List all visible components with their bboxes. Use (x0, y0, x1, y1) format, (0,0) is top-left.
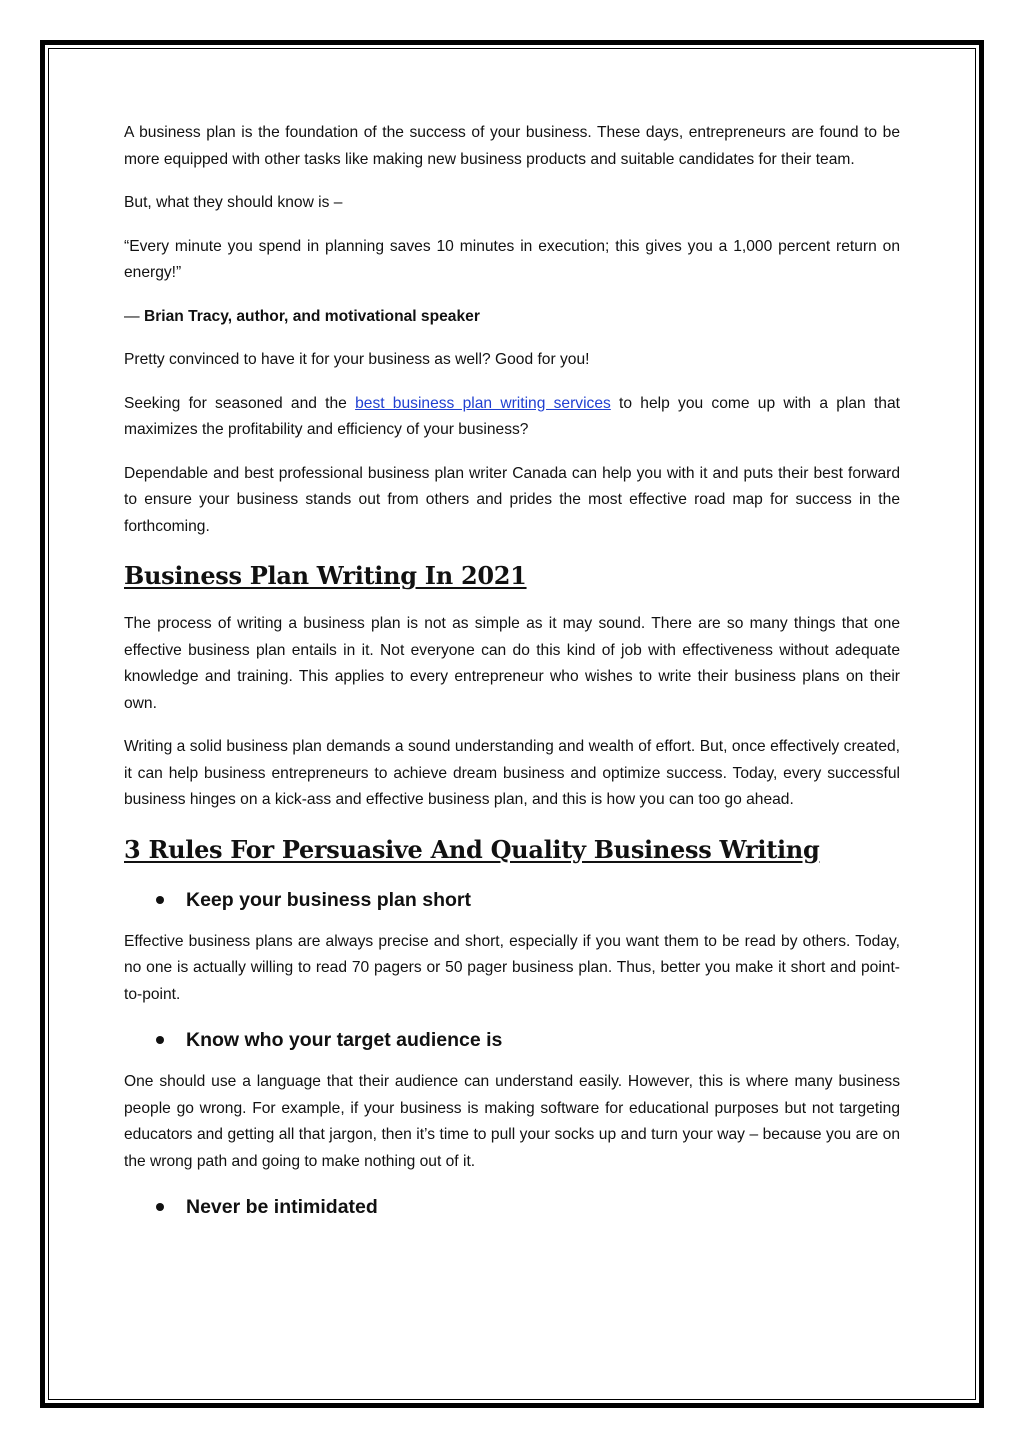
intro-paragraph: A business plan is the foundation of the success of your business. These days, entrepreneurs are found to be more equipped with other tasks like making new business products and suitable candidates for their team. (124, 124, 900, 168)
document-body (124, 120, 900, 1236)
section-heading-business-plan-2021: Business Plan Writing In 2021 (124, 561, 527, 590)
bullet-icon (156, 896, 164, 904)
seeking-text-before: Seeking for seasoned and the (124, 394, 356, 412)
convinced-paragraph: Pretty convinced to have it for your business as well? Good for you! (124, 351, 590, 368)
attribution-name: Brian Tracy, author, and motivational speaker (143, 307, 480, 325)
seeking-text-after: to help you come up with a plan that maximizes the profitability and efficiency of your business? (124, 394, 900, 438)
rule-title: Know who your target audience is (186, 1029, 503, 1051)
process-paragraph: The process of writing a business plan is not as simple as it may sound. There are so many things that one effective business plan entails in it. Not everyone can do this kind of job with effectiveness without adequate knowledge and training. This applies to every entrepreneur who wishes to write their business plans on their own. (124, 615, 900, 712)
seeking-paragraph (124, 391, 900, 444)
bullet-icon (156, 1036, 164, 1044)
rule-heading-keep-short (124, 885, 900, 915)
quote-paragraph: “Every minute you spend in planning saves 10 minutes in execution; this gives you a 1,000 percent return on energy!” (124, 237, 900, 281)
rule-title: Never be intimidated (186, 1196, 378, 1218)
section-heading-three-rules: 3 Rules For Persuasive And Quality Business Writing (124, 834, 820, 864)
bullet-icon (156, 1203, 164, 1211)
rule-heading-never-intimidated (124, 1192, 900, 1222)
attribution-dash: — (124, 307, 144, 325)
rule-body-target-audience: One should use a language that their audience can understand easily. However, this is where many business people go wrong. For example, if your business is making software for educational purposes but not targeting educators and getting all that jargon, then it’s time to pull your socks up and turn your way – because you are on the wrong path and going to make nothing out of it. (124, 1073, 900, 1170)
rule-body-keep-short: Effective business plans are always precise and short, especially if you want them to be read by others. Today, no one is actually willing to read 70 pagers or 50 pager business plan. Thus, better you make it short and point-to-point. (124, 932, 900, 1003)
solid-plan-paragraph: Writing a solid business plan demands a sound understanding and wealth of effort. But, once effectively created, it can help business entrepreneurs to achieve dream business and optimize success. Today, every successful business hinges on a kick-ass and effective business plan, and this is how you can too go ahead. (124, 738, 900, 808)
business-plan-services-link[interactable]: best business plan writing services (355, 394, 611, 412)
quote-attribution (124, 304, 900, 331)
rule-heading-target-audience (124, 1025, 900, 1055)
intro-lead-in: But, what they should know is – (124, 194, 343, 211)
rule-title: Keep your business plan short (186, 888, 471, 911)
dependable-paragraph: Dependable and best professional business plan writer Canada can help you with it and puts their best forward to ensure your business stands out from others and prides the most effective road map for success in the forthcoming. (124, 464, 900, 535)
